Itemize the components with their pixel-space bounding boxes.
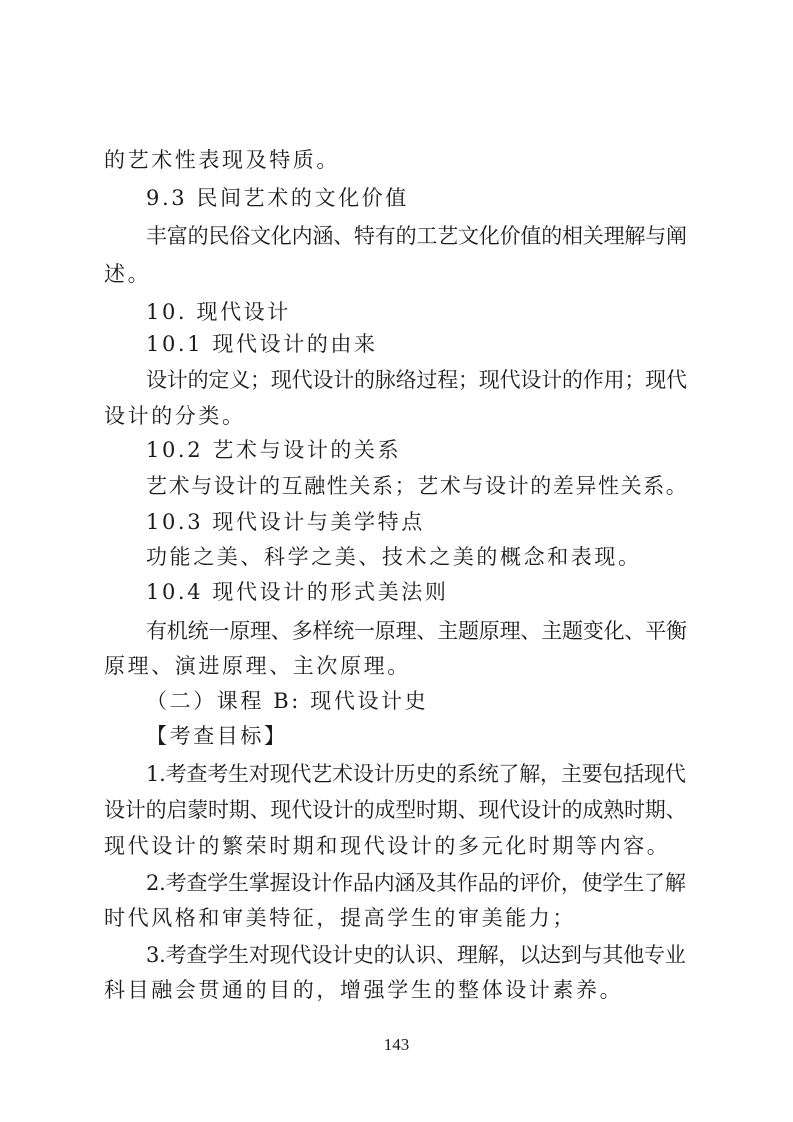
paragraph-line: 2.考查学生掌握设计作品内涵及其作品的评价，使学生了解 bbox=[146, 871, 686, 895]
paragraph-line: 的艺术性表现及特质。 bbox=[104, 148, 340, 172]
course-heading: （二）课程 B: 现代设计史 bbox=[146, 689, 429, 713]
paragraph-line: 功能之美、科学之美、技术之美的概念和表现。 bbox=[146, 545, 642, 569]
paragraph-line: 3.考查学生对现代设计史的认识、理解，以达到与其他专业 bbox=[146, 943, 686, 967]
objectives-heading: 【考查目标】 bbox=[146, 724, 288, 748]
section-heading-10-2: 10.2 艺术与设计的关系 bbox=[146, 438, 402, 462]
section-heading-10: 10. 现代设计 bbox=[146, 300, 291, 324]
page-number: 143 bbox=[383, 1035, 410, 1054]
section-heading-10-3: 10.3 现代设计与美学特点 bbox=[146, 510, 425, 534]
paragraph-line: 述。 bbox=[104, 262, 152, 286]
paragraph-line: 现代设计的繁荣时期和现代设计的多元化时期等内容。 bbox=[104, 834, 671, 858]
section-heading-9-3: 9.3 民间艺术的文化价值 bbox=[146, 186, 409, 210]
paragraph-line: 丰富的民俗文化内涵、特有的工艺文化价值的相关理解与阐 bbox=[146, 224, 687, 248]
paragraph-line: 艺术与设计的互融性关系；艺术与设计的差异性关系。 bbox=[146, 474, 689, 498]
paragraph-line: 设计的分类。 bbox=[104, 404, 246, 428]
paragraph-line: 设计的定义；现代设计的脉络过程；现代设计的作用；现代 bbox=[146, 368, 687, 392]
paragraph-line: 科目融会贯通的目的，增强学生的整体设计素养。 bbox=[104, 978, 624, 1002]
section-heading-10-1: 10.1 现代设计的由来 bbox=[146, 332, 378, 356]
paragraph-line: 有机统一原理、多样统一原理、主题原理、主题变化、平衡 bbox=[146, 619, 687, 643]
paragraph-line: 设计的启蒙时期、现代设计的成型时期、现代设计的成熟时期、 bbox=[104, 798, 687, 822]
section-heading-10-4: 10.4 现代设计的形式美法则 bbox=[146, 580, 449, 604]
paragraph-line: 时代风格和审美特征，提高学生的审美能力； bbox=[104, 906, 576, 930]
paragraph-line: 1.考查考生对现代艺术设计历史的系统了解，主要包括现代 bbox=[146, 762, 686, 786]
paragraph-line: 原理、演进原理、主次原理。 bbox=[104, 654, 411, 678]
